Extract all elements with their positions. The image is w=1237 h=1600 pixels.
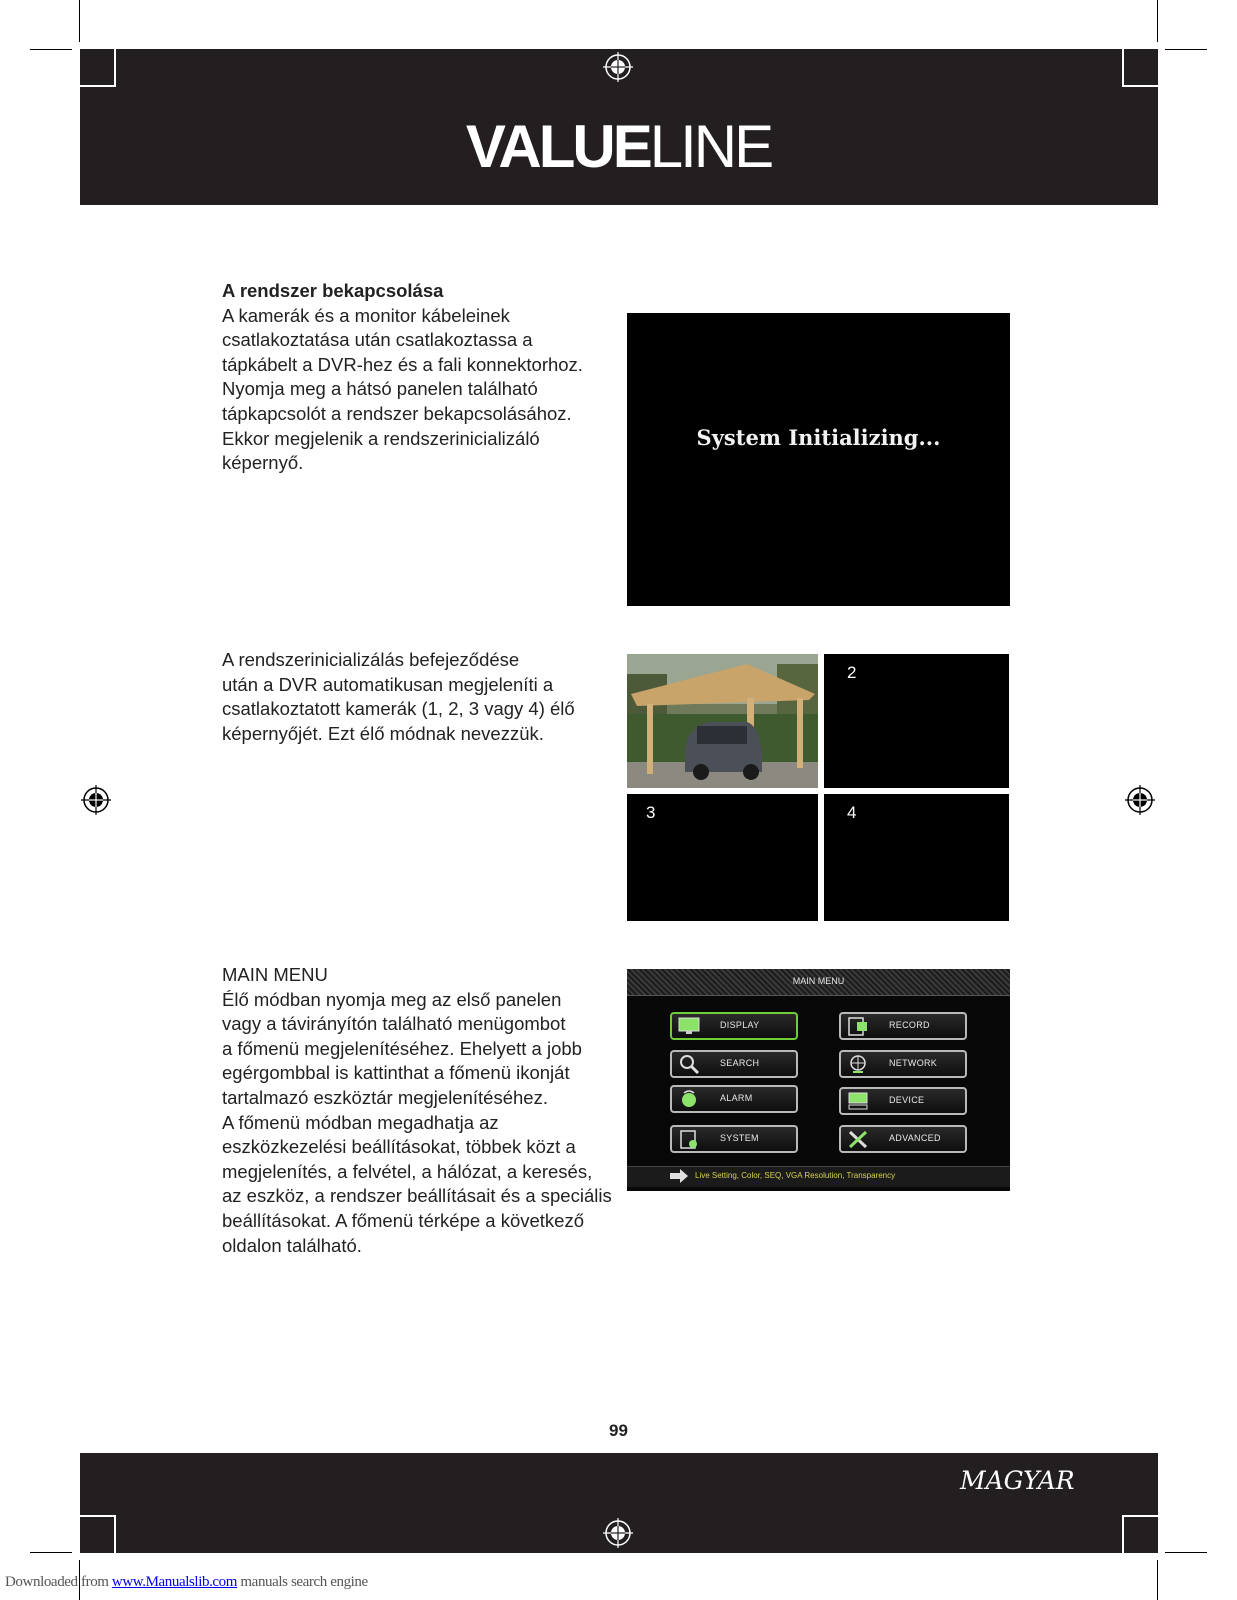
download-suffix: manuals search engine — [237, 1574, 368, 1590]
menu-record-button[interactable] — [839, 1012, 967, 1040]
crop-mark — [30, 1552, 72, 1553]
search-icon — [678, 1054, 700, 1074]
section2-line: A rendszerinicializálás befejeződése — [222, 649, 520, 670]
quad-view — [627, 654, 1009, 921]
section3-line: tartalmazó eszköztár megjelenítéséhez. — [222, 1086, 548, 1108]
section2-text — [222, 648, 575, 746]
network-icon — [847, 1054, 869, 1074]
corner-box — [80, 1515, 116, 1555]
section3-line: Élő módban nyomja meg az első panelen — [222, 988, 562, 1010]
section3-line: oldalon található. — [222, 1234, 362, 1256]
section3-line: beállításokat. A főmenü térképe a következő — [222, 1209, 585, 1231]
corner-box — [1122, 49, 1158, 87]
crop-mark — [1165, 1552, 1207, 1553]
camera-1-image — [627, 654, 818, 788]
language-label: MAGYAR — [960, 1466, 1075, 1495]
record-icon — [847, 1016, 869, 1036]
menu-alarm-button[interactable] — [670, 1085, 798, 1113]
section1-text — [222, 279, 583, 476]
channel-label: 3 — [646, 803, 656, 822]
section3-line: eszközkezelési beállításokat, többek közt a — [222, 1136, 576, 1158]
menu-system-button[interactable] — [670, 1125, 798, 1153]
display-icon — [678, 1016, 700, 1036]
section3-line: a főmenü megjelenítéséhez. Ehelyett a jobb — [222, 1037, 582, 1059]
registration-mark-icon — [1125, 785, 1155, 815]
section3-line: MAIN MENU — [222, 964, 328, 985]
section1-line: Nyomja meg a hátsó panelen található — [222, 378, 538, 400]
menu-search-button[interactable] — [670, 1050, 798, 1078]
menu-advanced-button[interactable] — [839, 1125, 967, 1153]
main-menu-screen — [627, 969, 1010, 1191]
section3-line: A főmenü módban megadhatja az — [222, 1111, 499, 1133]
section1-title: A rendszer bekapcsolása — [222, 280, 444, 301]
registration-mark-icon — [603, 52, 633, 82]
corner-box — [80, 49, 116, 87]
section1-line: Ekkor megjelenik a rendszerinicializáló — [222, 427, 540, 449]
registration-mark-icon — [81, 785, 111, 815]
manualslib-link[interactable]: www.Manualslib.com — [111, 1574, 238, 1590]
tools-icon — [847, 1129, 869, 1149]
menu-system-label: SYSTEM — [720, 1133, 759, 1143]
system-icon — [678, 1129, 700, 1149]
menu-network-label: NETWORK — [889, 1058, 938, 1068]
brand-light: LINE — [649, 113, 772, 180]
brand-logo — [0, 112, 1237, 182]
camera-4-view — [824, 794, 1009, 921]
main-menu-hint: Live Setting, Color, SEQ, VGA Resolution, Transparency — [695, 1171, 896, 1180]
menu-device-label: DEVICE — [889, 1095, 925, 1105]
brand-bold: VALUE — [465, 113, 650, 180]
section3-line: vagy a távirányítón található menügombot — [222, 1013, 566, 1035]
menu-record-label: RECORD — [889, 1020, 930, 1030]
menu-search-label: SEARCH — [720, 1058, 760, 1068]
section2-line: csatlakoztatott kamerák (1, 2, 3 vagy 4) élő — [222, 698, 575, 720]
crop-mark — [1157, 1560, 1158, 1600]
menu-display-label: DISPLAY — [720, 1020, 760, 1030]
section3-line: az eszköz, a rendszer beállításait és a speciális — [222, 1185, 612, 1207]
menu-alarm-label: ALARM — [720, 1093, 753, 1103]
menu-display-button[interactable] — [670, 1012, 798, 1040]
corner-box — [1122, 1515, 1158, 1555]
device-icon — [847, 1091, 869, 1111]
section1-line: tápkapcsolót a rendszer bekapcsolásához. — [222, 402, 572, 424]
menu-network-button[interactable] — [839, 1050, 967, 1078]
section2-line: után a DVR automatikusan megjeleníti a — [222, 673, 554, 695]
section1-line: A kamerák és a monitor kábeleinek — [222, 304, 510, 326]
main-menu-title: MAIN MENU — [792, 976, 845, 986]
crop-mark — [30, 49, 72, 50]
section1-line: csatlakoztatása után csatlakoztassa a — [222, 329, 533, 351]
arrow-right-icon — [670, 1169, 688, 1183]
menu-advanced-label: ADVANCED — [889, 1133, 941, 1143]
alarm-icon — [678, 1089, 700, 1109]
section1-line: képernyő. — [222, 452, 304, 474]
section2-line: képernyőjét. Ezt élő módnak nevezzük. — [222, 722, 544, 744]
download-credit — [5, 1574, 368, 1591]
camera-3-view — [627, 794, 818, 921]
crop-mark — [1165, 49, 1207, 50]
section3-line: egérgombbal is kattinthat a főmenü ikonját — [222, 1062, 570, 1084]
channel-label: 2 — [847, 663, 857, 682]
init-screen — [627, 313, 1010, 606]
section1-line: tápkábelt a DVR-hez és a fali konnektorhoz. — [222, 353, 583, 375]
download-prefix: Downloaded from — [5, 1574, 112, 1590]
section3-text — [222, 963, 612, 1258]
camera-2-view — [824, 654, 1009, 788]
section3-line: megjelenítés, a felvétel, a hálózat, a keresés, — [222, 1160, 593, 1182]
init-screen-text: System Initializing... — [696, 425, 941, 450]
page-number: 99 — [609, 1421, 628, 1440]
menu-device-button[interactable] — [839, 1087, 967, 1115]
channel-label: 4 — [847, 803, 857, 822]
crop-mark — [79, 0, 80, 42]
registration-mark-icon — [603, 1518, 633, 1548]
crop-mark — [1157, 0, 1158, 42]
